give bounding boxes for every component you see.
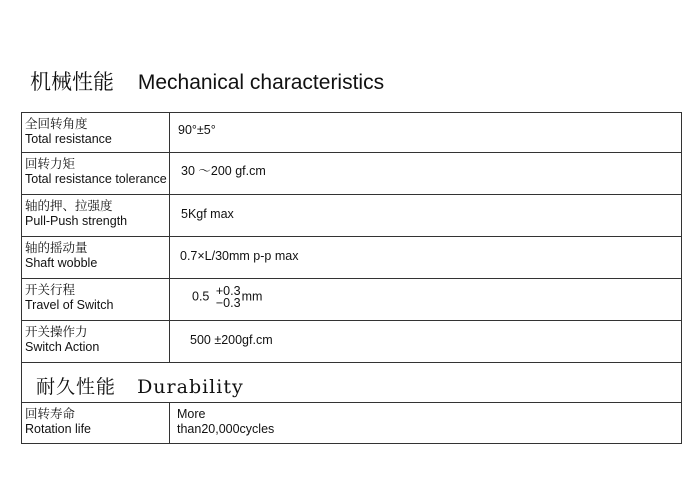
value-text: 90°±5° bbox=[178, 123, 216, 137]
label-english: Total resistance tolerance bbox=[25, 172, 167, 186]
value-base: 0.5 bbox=[192, 289, 210, 304]
label-chinese: 开关行程 bbox=[25, 283, 76, 297]
tolerance-plus: +0.3 bbox=[215, 284, 241, 298]
row-value bbox=[170, 279, 682, 321]
table-row bbox=[22, 113, 682, 153]
section-title-english: Durability bbox=[137, 376, 244, 398]
row-label bbox=[22, 237, 170, 279]
label-chinese: 开关操作力 bbox=[25, 325, 88, 339]
label-chinese: 轴的摇动量 bbox=[25, 241, 88, 255]
table-row bbox=[22, 279, 682, 321]
label-chinese: 回转力矩 bbox=[25, 157, 76, 171]
value-text: 500 ±200gf.cm bbox=[190, 333, 273, 347]
row-value bbox=[170, 403, 682, 444]
value-text: 30 ～200 gf.cm bbox=[181, 164, 266, 178]
label-english: Switch Action bbox=[25, 340, 100, 354]
table-row bbox=[22, 195, 682, 237]
row-label bbox=[22, 403, 170, 444]
row-value bbox=[170, 153, 682, 195]
value-text: 5Kgf max bbox=[181, 207, 234, 221]
row-label bbox=[22, 113, 170, 153]
section-title-chinese: 耐久性能 bbox=[36, 376, 117, 398]
row-value bbox=[170, 237, 682, 279]
section-title bbox=[22, 363, 681, 399]
label-chinese: 回转寿命 bbox=[25, 407, 76, 421]
row-label bbox=[22, 321, 170, 363]
row-label bbox=[22, 279, 170, 321]
row-value bbox=[170, 321, 682, 363]
label-chinese: 轴的押、拉强度 bbox=[25, 199, 113, 213]
section-cell bbox=[22, 363, 682, 403]
label-english: Shaft wobble bbox=[25, 256, 98, 270]
label-english: Pull-Push strength bbox=[25, 214, 128, 228]
table-row bbox=[22, 403, 682, 444]
value-line-1: More bbox=[177, 407, 206, 421]
row-value bbox=[170, 195, 682, 237]
title-chinese: 机械性能 bbox=[30, 71, 114, 94]
page-title bbox=[30, 66, 384, 96]
tolerance-minus: −0.3 bbox=[215, 296, 241, 310]
tolerance bbox=[216, 285, 241, 309]
label-english: Total resistance bbox=[25, 132, 112, 146]
switch-travel-value bbox=[170, 279, 681, 309]
row-label bbox=[22, 153, 170, 195]
row-label bbox=[22, 195, 170, 237]
table-row bbox=[22, 321, 682, 363]
value-text bbox=[170, 403, 681, 437]
value-text: 0.7×L/30mm p-p max bbox=[180, 249, 299, 263]
row-value bbox=[170, 113, 682, 153]
label-chinese: 全回转角度 bbox=[25, 117, 88, 131]
table-row bbox=[22, 237, 682, 279]
characteristics-table bbox=[21, 112, 682, 444]
value-line-2: than20,000cycles bbox=[177, 422, 275, 436]
label-english: Travel of Switch bbox=[25, 298, 114, 312]
section-row bbox=[22, 363, 682, 403]
title-english: Mechanical characteristics bbox=[137, 71, 385, 94]
label-english: Rotation life bbox=[25, 422, 92, 436]
value-unit: mm bbox=[241, 289, 263, 304]
table-row bbox=[22, 153, 682, 195]
